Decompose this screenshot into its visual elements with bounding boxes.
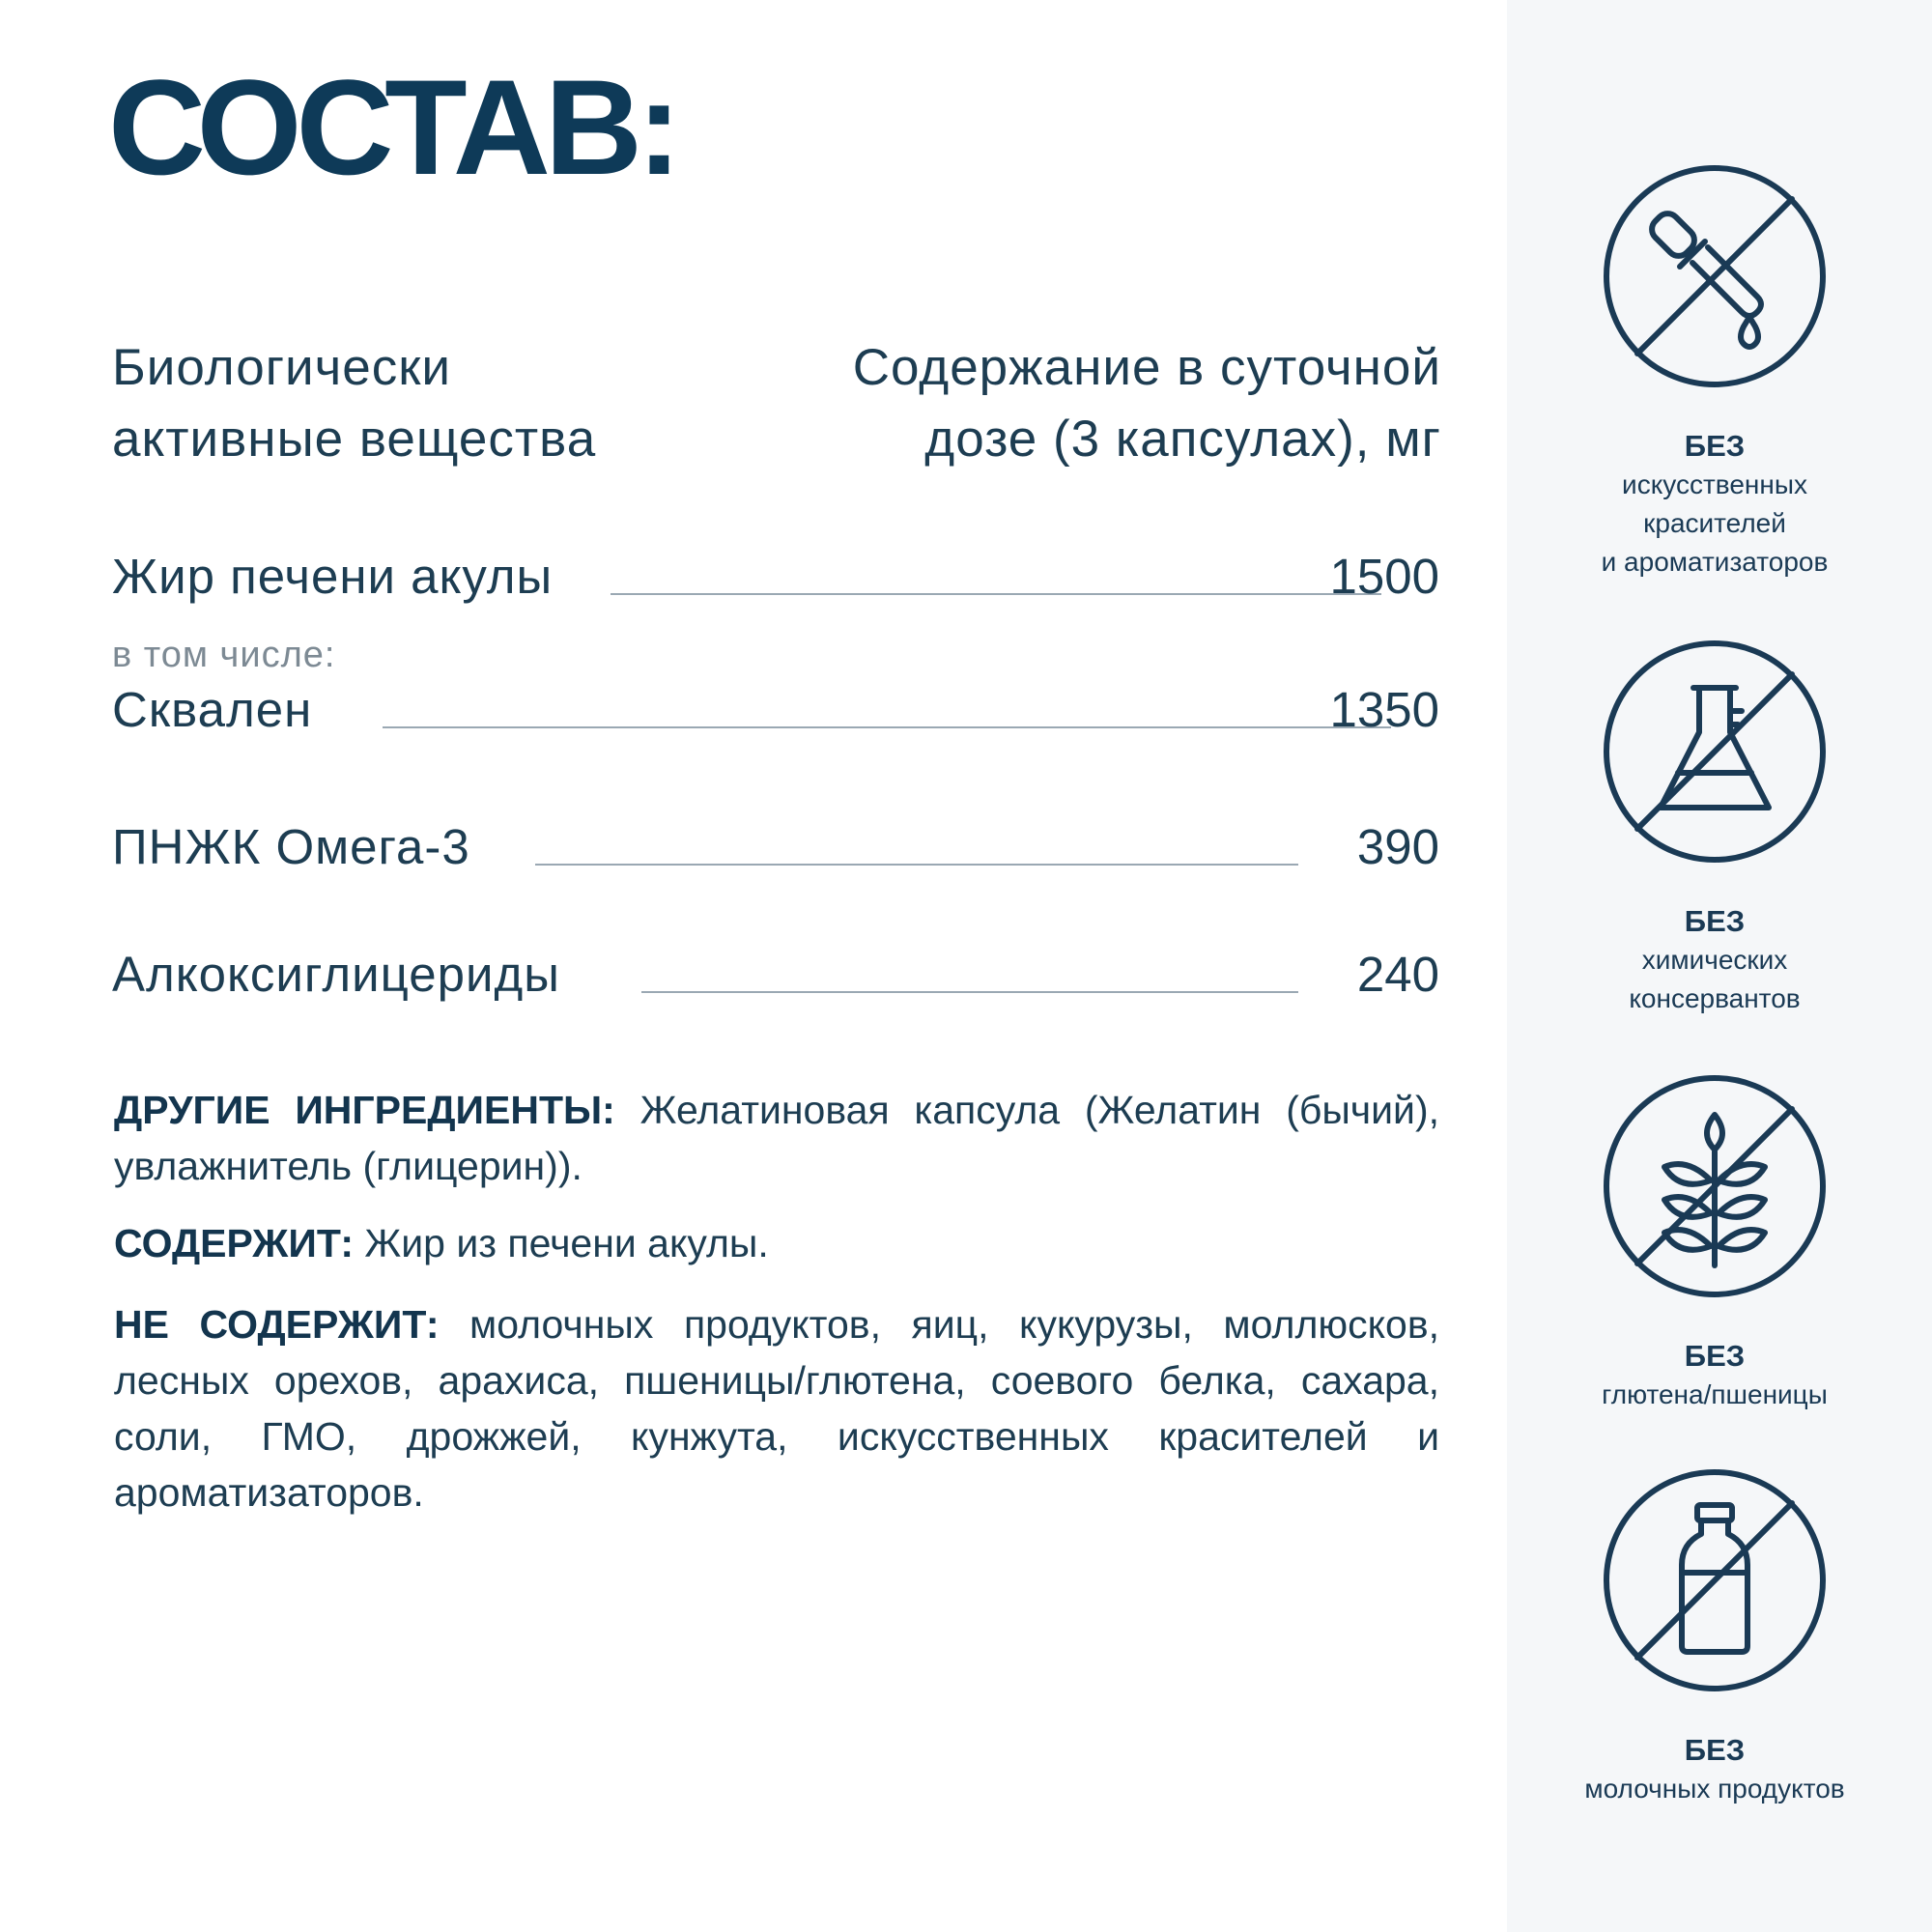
badge-desc-line: красителей (1643, 508, 1786, 538)
row-value: 1350 (1329, 682, 1439, 737)
no-dropper-icon (1601, 162, 1829, 390)
badge-desc-line: и ароматизаторов (1601, 547, 1829, 577)
no-milk-icon (1601, 1466, 1829, 1694)
no-wheat-icon (1601, 1072, 1829, 1300)
row-name: Сквален (112, 682, 313, 737)
row-name: Алкоксиглицериды (112, 947, 560, 1002)
header-left-line-1: Биологически (112, 339, 452, 396)
not-contains-label: НЕ СОДЕРЖИТ: (114, 1302, 440, 1347)
badge-no-gluten (1555, 1072, 1874, 1414)
table-row (112, 676, 1439, 744)
table-header-content (853, 332, 1441, 475)
badge-label: БЕЗ (1684, 429, 1746, 463)
dotted-leader (641, 991, 1298, 993)
page-title: СОСТАВ: (108, 51, 676, 203)
other-ingredients-text: Желатиновая капсула (Желатин (бычий), увлажнитель (глицерин)). (114, 1088, 1440, 1188)
badge-no-dairy (1555, 1466, 1874, 1808)
contains-label: СОДЕРЖИТ: (114, 1221, 354, 1265)
badge-no-preservatives (1555, 638, 1874, 1018)
header-right-line-1: Содержание в суточной (852, 339, 1441, 396)
dotted-leader (535, 864, 1298, 866)
table-row (112, 543, 1439, 611)
badge-desc-line: искусственных (1622, 469, 1807, 499)
row-name: Жир печени акулы (112, 549, 554, 604)
not-contains-text: молочных продуктов, яиц, кукурузы, моллюсков, лесных орехов, арахиса, пшеницы/глютена, соевого белка, сахара, соли, ГМО, дрожжей, кунжута, искусственных красителей и ароматизаторов. (114, 1302, 1439, 1515)
badge-no-dyes (1555, 162, 1874, 582)
badge-label: БЕЗ (1684, 1733, 1746, 1767)
badge-label: БЕЗ (1684, 1339, 1746, 1373)
table-row (112, 941, 1439, 1009)
other-ingredients-label: ДРУГИЕ ИНГРЕДИЕНТЫ: (114, 1088, 615, 1132)
row-value: 390 (1356, 819, 1439, 874)
table-header-substances (112, 332, 596, 475)
badge-desc-line: молочных продуктов (1584, 1774, 1845, 1804)
dotted-leader (383, 726, 1391, 728)
contains-paragraph (114, 1215, 1439, 1271)
row-value: 240 (1356, 947, 1439, 1002)
header-right-line-2: дозе (3 капсулах), мг (924, 411, 1441, 468)
badge-label: БЕЗ (1684, 904, 1746, 938)
badge-desc-line: консервантов (1629, 983, 1801, 1013)
contains-text: Жир из печени акулы. (353, 1221, 769, 1265)
table-row (112, 813, 1439, 881)
row-name: ПНЖК Омега-3 (112, 819, 470, 874)
row-value: 1500 (1329, 549, 1439, 604)
not-contains-paragraph (114, 1296, 1439, 1520)
dotted-leader (611, 593, 1381, 595)
badge-desc-line: химических (1641, 945, 1788, 975)
no-flask-icon (1601, 638, 1829, 866)
badge-desc-line: глютена/пшеницы (1602, 1379, 1828, 1409)
including-note: в том числе: (112, 635, 336, 675)
other-ingredients-paragraph (114, 1082, 1439, 1194)
header-left-line-2: активные вещества (112, 411, 597, 468)
